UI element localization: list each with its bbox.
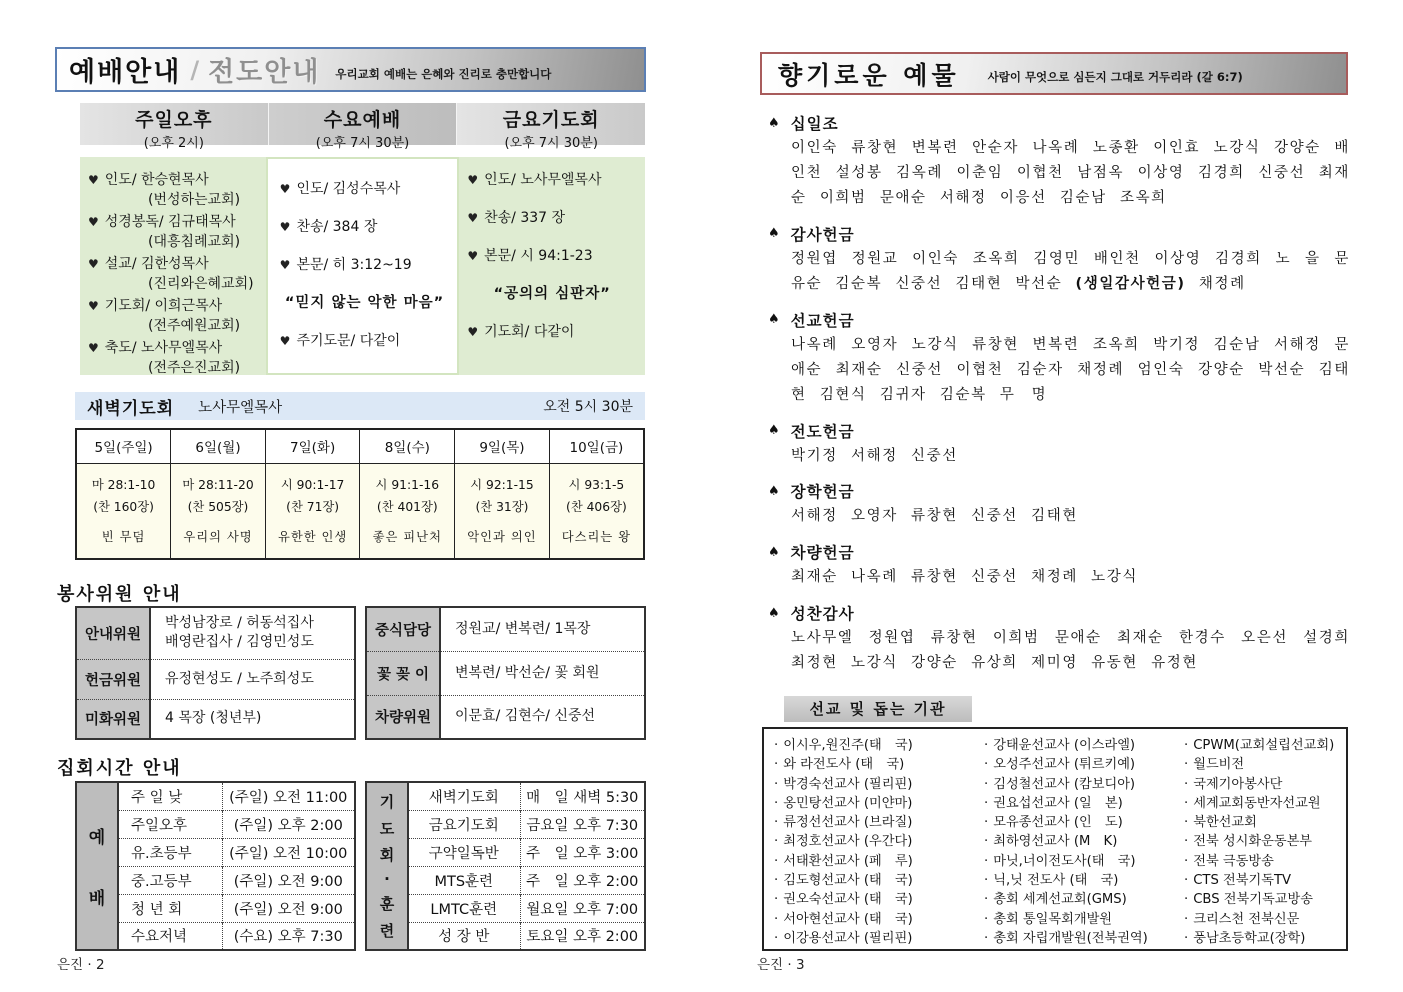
bullet-icon: · [984,873,989,889]
table-row: 꽃 꽂 이 변복련/ 박선순/ 꽃 회원 [366,651,645,695]
spade-icon: ♠ [768,423,780,438]
heart-icon: ♥ [279,258,291,272]
church-name: (진리와은혜교회) [148,276,254,292]
dawn-entry: 시 90:1-17 (찬 71장) 유한한 인생 [265,463,360,559]
sermon-title: “믿지 않는 악한 마음” [284,295,445,311]
day-header: 5일(주일) [76,429,171,463]
bullet-icon: · [774,795,779,811]
offering-section-vehicle [768,541,1350,590]
heart-icon: ♥ [88,215,99,229]
table-row: 청 년 회 (주일) 오전 9:00 [76,894,355,922]
mission-entry: 마닛,너이전도사(태 국) [993,853,1136,869]
table-row: LMTC훈련 월요일 오후 7:00 [366,894,645,922]
heart-icon: ♥ [88,257,99,271]
worship-guide-header [55,47,646,92]
mission-entry: 닉,닛 전도사 (태 국) [993,873,1119,889]
bullet-icon: · [774,776,779,792]
scripture-ref: 본문/ 히 3:12~19 [296,257,412,273]
service-role: 기도회/ 이희근목사 [104,298,223,314]
offering-section-thanksgiving [768,223,1350,297]
heart-icon: ♥ [467,173,479,187]
mission-entry: 최정호선교사 (우간다) [783,834,913,850]
missions-section-title: 선교 및 돕는 기관 [784,696,972,722]
table-row: 헌금위원 유정현성도 / 노주희성도 [76,659,355,699]
offering-names: 정원엽 정원교 이인숙 조옥희 김영민 배인천 이상영 김경희 노 을 문유순 김순복 신중선 김태현 박선순 (생일감사헌금) 채정례 [791,250,1350,292]
dawn-entry: 시 92:1-15 (찬 31장) 악인과 의인 [455,463,550,559]
mission-entry: 류정선선교사 (브라질) [783,815,913,831]
bullet-icon: · [774,834,779,850]
volunteer-names: 변복련/ 박선순/ 꽃 회원 [440,651,645,695]
heart-icon: ♥ [88,341,99,355]
heart-icon: ♥ [279,334,291,348]
mission-entry: CPWM(교회설립선교회) [1193,738,1335,753]
mission-entry: 서아현선교사 (태 국) [783,911,913,927]
service-headers [80,103,645,151]
offering-names: 노사무엘 정원엽 류창현 이희범 문애순 최재순 한경수 오은선 설경희 최정현 노강식 강양순 유상희 제미영 유동현 유정현 [791,630,1350,672]
mission-entry: 세계교회동반자선교원 [1193,795,1321,811]
table-row: 기 도 회 · 훈 련 새벽기도회 매 일 새벽 5:30 [366,782,645,810]
spade-icon: ♠ [768,544,780,560]
offering-title: 차량헌금 [790,544,855,563]
dawn-prayer-table [75,428,645,560]
table-row: 주일오후 (주일) 오후 2:00 [76,810,355,838]
offering-section-evangelism [768,420,1350,469]
missions-column-2 [984,736,1184,945]
dawn-entry: 마 28:11-20 (찬 505장) 우리의 사명 [171,463,266,559]
mission-entry: 최하영선교사 (M K) [993,834,1118,850]
day-header: 10일(금) [549,429,644,463]
service-header-sunday-pm: 주일오후 (오후 2시) [80,103,268,145]
mission-entry: 국제기아봉사단 [1193,776,1283,792]
table-row: 차량위원 이문효/ 김현수/ 신중선 [366,695,645,739]
offering-section-communion [768,602,1350,676]
evangelism-guide-title: 전도안내 [208,57,321,88]
table-row: MTS훈련 주 일 오후 2:00 [366,866,645,894]
mission-entry: CBS 전북기독교방송 [1193,892,1313,908]
offerings-verse: 사람이 무엇으로 심든지 그대로 거두리라 (갈 6:7) [987,69,1243,84]
bullet-icon: · [984,795,989,811]
mission-entry: 권오숙선교사 (태 국) [783,892,913,908]
volunteer-names: 배영란집사 / 김영민성도 [165,634,314,651]
scripture-ref: 본문/ 시 94:1-23 [484,248,593,264]
service-role: 인도/ 한승현목사 [104,172,209,188]
heart-icon: ♥ [88,173,99,187]
offering-names: 최재순 나옥례 류창현 신중선 채정례 노강식 [791,569,1138,586]
bullet-icon: · [1184,815,1189,831]
offerings-list [768,112,1350,688]
dawn-prayer-leader: 노사무엘목사 [198,399,283,416]
mission-entry: 권요섭선교사 (일 본) [993,795,1123,811]
offering-names: 박기정 서해정 신중선 [791,447,958,464]
dawn-prayer-time: 오전 5시 30분 [543,399,633,415]
dawn-entry: 시 91:1-16 (찬 401장) 좋은 피난처 [360,463,455,559]
mission-entry: 총회 세계선교회(GMS) [993,892,1127,908]
bullet-icon: · [774,873,779,889]
volunteer-names: 박성남장로 / 허동석집사 [165,615,314,632]
sermon-title: “공의의 심판자” [493,286,611,302]
table-row: 안내위원 박성남장로 / 허동석집사 배영란집사 / 김영민성도 [76,607,355,659]
mission-entry: 서태환선교사 (페 루) [783,853,913,869]
mission-entry: 전북 성시화운동본부 [1193,834,1313,850]
table-row: 구약일독반 주 일 오후 3:00 [366,838,645,866]
missions-box [762,727,1348,951]
offering-title: 선교헌금 [790,311,855,330]
offerings-title: 향기로운 예물 [778,60,960,90]
worship-guide-title: 예배안내 [69,57,182,88]
day-header: 9일(목) [455,429,550,463]
page-number-right: 은진 · 3 [757,957,805,973]
volunteer-names: 정원교/ 변복련/ 1목장 [455,620,591,637]
service-role: 주기도문/ 다같이 [296,333,401,349]
service-role: 인도/ 노사무엘목사 [484,172,602,188]
mission-entry: 박경숙선교사 (필리핀) [783,776,913,792]
group-label-prayer-training: 기 도 회 · 훈 련 [366,782,408,950]
day-header: 6일(월) [171,429,266,463]
offering-section-scholarship [768,480,1350,529]
bullet-icon: · [1184,834,1189,850]
bullet-icon: · [774,853,779,869]
table-row: 유.초등부 (주일) 오전 10:00 [76,838,355,866]
bullet-icon: · [774,892,779,908]
mission-entry: 크리스천 전북신문 [1193,911,1300,927]
mission-entry: 북한선교회 [1193,815,1257,831]
bullet-icon: · [1184,853,1189,869]
service-header-friday: 금요기도회 (오후 7시 30분) [456,103,645,145]
heart-icon: ♥ [467,211,479,225]
bullet-icon: · [984,930,989,946]
heart-icon: ♥ [279,220,291,234]
offering-names: 나옥례 오영자 노강식 류창현 변복련 조옥희 박기정 김순남 서해정 문애순 최재순 신중선 이협천 김순자 채정례 엄인숙 강양순 박선순 김태현 김현식 김귀자 김순복 무 명 [791,336,1350,403]
missions-column-3 [1184,736,1342,945]
title-separator: / [190,55,200,84]
friday-column [459,157,645,375]
mission-entry: 총회 자립개발원(전북권역) [993,930,1148,946]
bullet-icon: · [984,757,989,773]
table-row: 중식담당 정원교/ 변복련/ 1목장 [366,607,645,651]
dawn-entry: 마 28:1-10 (찬 160장) 빈 무덤 [76,463,171,559]
hymn-number: 찬송/ 337 장 [484,210,566,226]
table-row: 성 장 반 토요일 오후 2:00 [366,922,645,950]
bullet-icon: · [984,815,989,831]
volunteers-table-right [365,606,646,740]
bullet-icon: · [1184,795,1189,811]
meeting-times-table-prayer [365,781,646,951]
mission-entry: 와 라전도사 (태 국) [783,757,905,773]
page-number-left: 은진 · 2 [57,957,105,973]
bullet-icon: · [984,776,989,792]
church-name: (전주예원교회) [148,318,241,334]
service-role: 성경봉독/ 김규태목사 [104,214,236,230]
volunteers-table-left [75,606,356,740]
offering-title: 십일조 [790,115,839,133]
bullet-icon: · [774,757,779,773]
spade-icon: ♠ [768,483,780,499]
church-name: (대흥침례교회) [148,234,241,250]
service-role: 기도회/ 다같이 [484,324,575,340]
bullet-icon: · [1184,930,1189,946]
bullet-icon: · [984,853,989,869]
mission-entry: 풍남초등학교(장학) [1193,930,1306,946]
bullet-icon: · [984,738,989,753]
mission-entry: 옹민탕선교사 (미얀마) [783,795,913,811]
service-role: 축도/ 노사무엘목사 [104,340,223,356]
table-row: 금요기도회 금요일 오후 7:30 [366,810,645,838]
offering-title: 전도헌금 [790,422,855,441]
service-header-wednesday: 수요예배 (오후 7시 30분) [268,103,457,145]
bullet-icon: · [1184,776,1189,792]
meeting-times-section-title: 집회시간 안내 [57,758,182,779]
offering-title: 성찬감사 [790,605,855,624]
mission-entry: 이시우,원진주(태 국) [783,738,913,753]
day-header: 7일(화) [265,429,360,463]
sunday-pm-column [80,157,266,375]
offerings-header [760,52,1348,95]
spade-icon: ♠ [768,312,780,328]
mission-entry: CTS 전북기독TV [1193,873,1292,889]
bullet-icon: · [1184,757,1189,773]
table-row: 중.고등부 (주일) 오전 9:00 [76,866,355,894]
bullet-icon: · [774,815,779,831]
bullet-icon: · [984,834,989,850]
dawn-entry: 시 93:1-5 (찬 406장) 다스리는 왕 [549,463,644,559]
mission-entry: 오성주선교사 (튀르키예) [993,757,1136,773]
mission-entry: 김성철선교사 (캄보디아) [993,776,1136,792]
mission-entry: 모유종선교사 (인 도) [993,815,1123,831]
table-row: 수요저녁 (수요) 오후 7:30 [76,922,355,950]
dawn-prayer-bar [75,392,645,420]
bullet-icon: · [1184,873,1189,889]
church-name: (번성하는교회) [148,192,241,208]
volunteer-names: 이문효/ 김현수/ 신중선 [440,695,645,739]
spade-icon: ♠ [768,115,780,131]
missions-column-1 [774,736,984,945]
heart-icon: ♥ [88,299,99,313]
mission-entry: 이강용선교사 (필리핀) [783,930,913,946]
mission-entry: 월드비전 [1193,757,1245,773]
meeting-times-table-worship [75,781,356,951]
worship-guide-subtitle: 우리교회 예배는 은혜와 진리로 충만합니다 [335,66,552,81]
spade-icon: ♠ [768,605,780,621]
dawn-prayer-title: 새벽기도회 [87,398,175,419]
church-name: (전주은진교회) [148,360,241,376]
offering-section-mission [768,309,1350,408]
volunteer-names: 유정현성도 / 노주희성도 [150,659,355,699]
birthday-note: (생일감사헌금) [1075,275,1186,292]
bullet-icon: · [984,911,989,927]
mission-entry: 총회 통일목회개발원 [993,911,1113,927]
offering-names: 이인숙 류창현 변복련 안순자 나옥례 노종환 이인효 노강식 강양순 배인천 설성봉 김옥례 이춘임 이협천 남점옥 이상영 김경희 신중선 최재순 이희범 문애순 서해정 이응선 김순남 조옥희 [791,140,1350,206]
heart-icon: ♥ [467,325,479,339]
wednesday-column [266,157,460,375]
bullet-icon: · [1184,892,1189,908]
offering-title: 장학헌금 [790,483,855,502]
bullet-icon: · [1184,911,1189,927]
volunteers-section-title: 봉사위원 안내 [57,584,182,605]
bullet-icon: · [774,911,779,927]
day-header: 8일(수) [360,429,455,463]
mission-entry: 전북 극동방송 [1193,853,1274,869]
table-header-row [76,429,644,463]
service-role: 설교/ 김한성목사 [104,256,209,272]
mission-entry: 김도형선교사 (태 국) [783,873,913,889]
bullet-icon: · [984,892,989,908]
bullet-icon: · [774,738,779,753]
offering-section-tithe [768,112,1350,211]
table-row: 예 배 주 일 낮 (주일) 오전 11:00 [76,782,355,810]
service-role: 인도/ 김성수목사 [296,181,401,197]
offering-title: 감사헌금 [790,225,855,244]
heart-icon: ♥ [467,249,479,263]
heart-icon: ♥ [279,182,291,196]
bullet-icon: · [774,930,779,946]
group-label-worship: 예 배 [76,782,118,950]
bullet-icon: · [1184,738,1189,753]
offering-names: 서해정 오영자 류창현 신중선 김태현 [791,508,1078,525]
hymn-number: 찬송/ 384 장 [296,219,378,235]
mission-entry: 강태윤선교사 (이스라엘) [993,738,1136,753]
table-row [76,463,644,559]
service-columns [80,157,645,375]
spade-icon: ♠ [768,226,780,242]
volunteer-names: 4 목장 (청년부) [150,699,355,739]
table-row: 미화위원 4 목장 (청년부) [76,699,355,739]
